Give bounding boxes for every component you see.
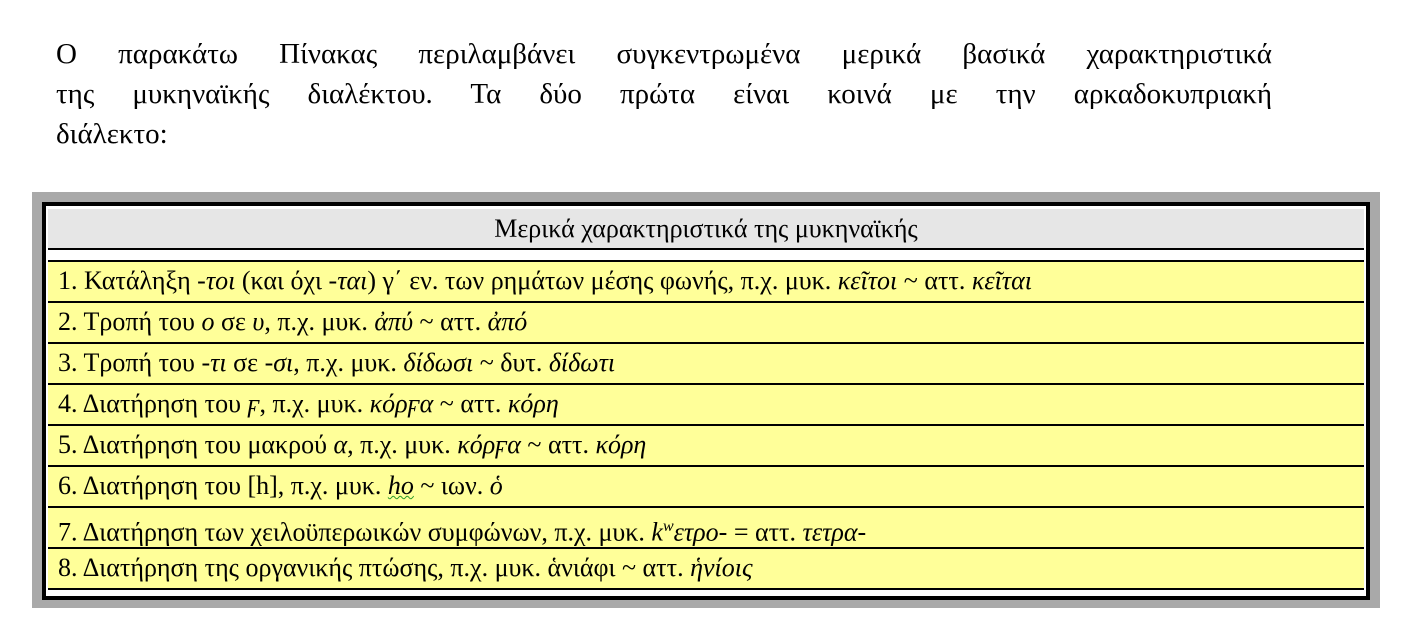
table-frame xyxy=(32,192,1380,608)
table-row: 7. Διατήρηση των χειλοϋπερωικών συμφώνων, π.χ. μυκ. $k^w\varepsilon\tau\rho o- = \alpha\tau\tau$. τετρα- xyxy=(48,506,1364,547)
table-row: 3. Τροπή του -τι σε -σι, π.χ. μυκ. δίδωσι ~ δυτ. δίδωτι xyxy=(48,342,1364,383)
table-row: 8. Διατήρηση της οργανικής πτώσης, π.χ. μυκ. ἁνιάφι ~ αττ. ἡνίοις xyxy=(48,547,1364,590)
table-row: 2. Τροπή του ο σε υ, π.χ. μυκ. ἀπύ ~ αττ. ἀπό xyxy=(48,301,1364,342)
table-header: Μερικά χαρακτηριστικά της μυκηναϊκής xyxy=(48,209,1364,250)
intro-line-2: της μυκηναϊκής διαλέκτου. Τα δύο πρώτα είναι κοινά με την αρκαδοκυπριακή xyxy=(56,78,1272,110)
intro-paragraph xyxy=(56,34,1272,154)
table-body xyxy=(48,260,1364,590)
intro-line-1: Ο παρακάτω Πίνακας περιλαμβάνει συγκεντρωμένα μερικά βασικά χαρακτηριστικά xyxy=(56,38,1272,70)
table-row: 4. Διατήρηση του ϝ, π.χ. μυκ. κόρϝα ~ αττ. κόρη xyxy=(48,383,1364,424)
table-row: 5. Διατήρηση του μακρού α, π.χ. μυκ. κόρϝα ~ αττ. κόρη xyxy=(48,424,1364,465)
table-row: 6. Διατήρηση του [h], π.χ. μυκ. ho ~ ιων. ὁ xyxy=(48,465,1364,506)
intro-line-3: διάλεκτο: xyxy=(56,118,168,150)
features-table xyxy=(42,202,1370,600)
table-row: 1. Κατάληξη -τοι (και όχι -ται) γ΄ εν. των ρημάτων μέσης φωνής, π.χ. μυκ. κεῖτοι ~ αττ. κεῖται xyxy=(48,260,1364,301)
